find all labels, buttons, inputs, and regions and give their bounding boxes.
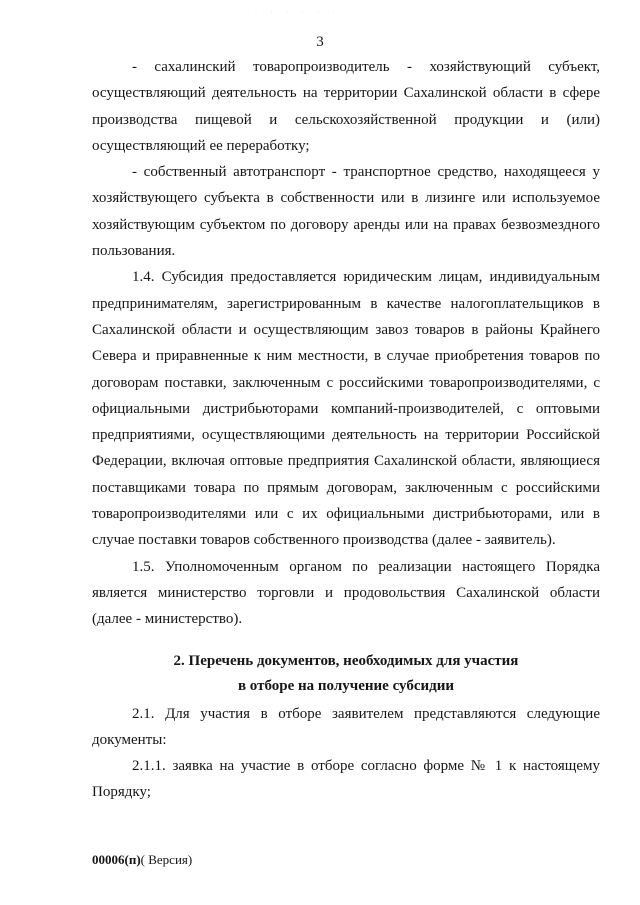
paragraph-1-5: 1.5. Уполномоченным органом по реализации настоящего Порядка является министерство торговли и продовольствия Сахалинской области (далее - министерство). <box>92 558 600 628</box>
section-heading <box>92 649 600 699</box>
document-body <box>92 54 600 806</box>
paragraph-2-1: 2.1. Для участия в отборе заявителем представляются следующие документы: <box>92 705 600 748</box>
footer-version: ( Версия) <box>140 852 193 867</box>
paragraph-2-1-1: 2.1.1. заявка на участие в отборе согласно форме № 1 к настоящему Порядку; <box>92 758 600 801</box>
scan-noise: · · · · · · <box>255 10 341 16</box>
footer <box>92 852 192 868</box>
definition-paragraph-transport: - собственный автотранспорт - транспортное средство, находящееся у хозяйствующего субъекта в собственности или в лизинге или используемое хозяйствующим субъектом по договору аренды или на правах безвозмездного пользования. <box>92 164 600 260</box>
page-number: 3 <box>316 34 324 50</box>
footer-code: 00006(п) <box>92 852 141 867</box>
definition-paragraph-producer: - сахалинский товаропроизводитель - хозяйствующий субъект, осуществляющий деятельность на территории Сахалинской области в сфере производства пищевой и сельскохозяйственной продукции и (или) осуществляющий ее переработку; <box>92 59 600 154</box>
paragraph-1-4: 1.4. Субсидия предоставляется юридическим лицам, индивидуальным предпринимателям, зарегистрированным в качестве налогоплательщиков в Сахалинской области и осуществляющим завоз товаров в районы Крайнего Севера и приравненные к ним местности, в случае приобретения товаров по договорам поставки, заключенным с российскими товаропроизводителями, с официальными дистрибьюторами компаний-производителей, с оптовыми предприятиями, осуществляющими деятельность на территории Российской Федерации, включая оптовые предприятия Сахалинской области, являющиеся поставщиками товара по прямым договорам, заключенным с российскими товаропроизводителями или с их официальными дистрибьюторами, или в случае поставки товаров собственного производства (далее - заявитель). <box>92 269 600 549</box>
section-heading-line-2: в отборе на получение субсидии <box>237 677 455 694</box>
section-heading-line-1: 2. Перечень документов, необходимых для участия <box>173 652 519 669</box>
